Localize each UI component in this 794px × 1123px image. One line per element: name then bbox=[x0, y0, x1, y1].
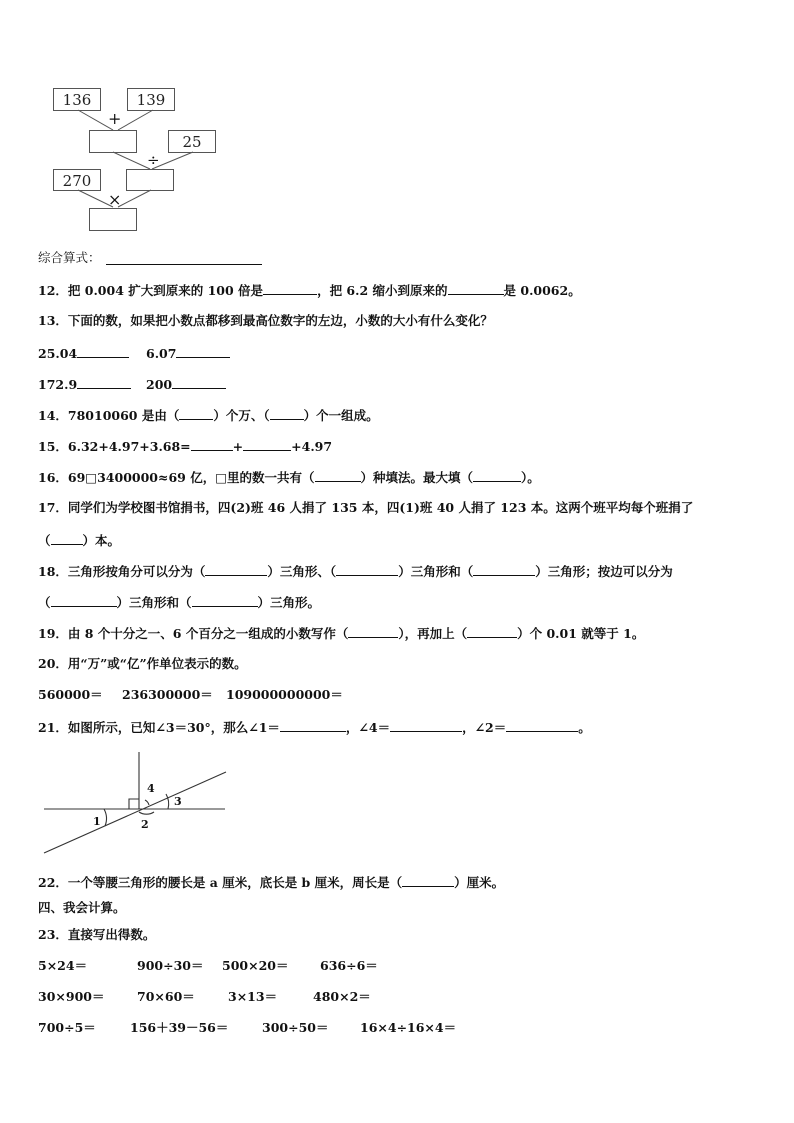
q17-number: 17． bbox=[38, 500, 68, 515]
question-18-line2 bbox=[38, 594, 320, 611]
q16-blank-2[interactable] bbox=[473, 469, 521, 482]
plus-sign: + bbox=[108, 109, 122, 128]
q23-r1-c1: 5×24＝ bbox=[38, 958, 88, 973]
q16-blank-1[interactable] bbox=[315, 469, 361, 482]
combined-formula-label: 综合算式： bbox=[38, 250, 101, 265]
q13-item-4-value: 200 bbox=[146, 377, 173, 392]
q23-r2-c2: 70×60＝ bbox=[137, 989, 195, 1004]
q22-number: 22． bbox=[38, 875, 68, 890]
q16-text-2: ）种填法。最大填（ bbox=[360, 470, 474, 485]
question-17 bbox=[38, 500, 693, 516]
q19-text-1: 由 8 个十分之一、6 个百分之一组成的小数写作（ bbox=[67, 626, 349, 641]
q12-blank-1[interactable] bbox=[263, 282, 317, 295]
q14-text-2: ）个万、（ bbox=[213, 408, 270, 423]
q21-text-4: 。 bbox=[578, 720, 591, 735]
question-16 bbox=[38, 469, 540, 486]
q23-r3-c1: 700÷5＝ bbox=[38, 1020, 96, 1035]
q22-text-2: ）厘米。 bbox=[454, 875, 505, 890]
q23-r3-c4: 16×4÷16×4＝ bbox=[360, 1020, 457, 1035]
q13-item-4 bbox=[146, 376, 226, 393]
q21-text-2: ，∠4＝ bbox=[345, 720, 391, 735]
q12-text-1: 把 0.004 扩大到原来的 100 倍是 bbox=[67, 283, 264, 298]
q18-text-3: ）三角形和（ bbox=[398, 564, 474, 579]
q19-blank-2[interactable] bbox=[467, 625, 517, 638]
q20-text: 用“万”或“亿”作单位表示的数。 bbox=[67, 656, 247, 671]
q23-r3-c2: 156＋39－56＝ bbox=[130, 1020, 229, 1035]
q17-text-3: ）本。 bbox=[82, 533, 121, 548]
combined-formula-blank[interactable] bbox=[106, 252, 262, 265]
q16-number: 16． bbox=[38, 470, 68, 485]
tree-box-product-blank[interactable] bbox=[89, 208, 137, 231]
q20-item-2: 236300000＝ bbox=[122, 687, 213, 702]
question-20 bbox=[38, 656, 247, 672]
q14-text-1: 78010060 是由（ bbox=[67, 408, 180, 423]
q23-r2-c3: 3×13＝ bbox=[228, 989, 278, 1004]
q18-text-2: ）三角形、（ bbox=[267, 564, 337, 579]
q17-blank-1[interactable] bbox=[51, 532, 83, 545]
q21-blank-3[interactable] bbox=[506, 719, 578, 732]
q12-blank-2[interactable] bbox=[448, 282, 504, 295]
angle-label-3: 3 bbox=[174, 795, 182, 808]
q18-text-7: ）三角形。 bbox=[257, 595, 321, 610]
question-12 bbox=[38, 282, 581, 299]
q16-text-1: 69□3400000≈69 亿，□里的数一共有（ bbox=[67, 470, 315, 485]
q18-blank-1[interactable] bbox=[205, 563, 267, 576]
q23-text: 直接写出得数。 bbox=[67, 927, 156, 942]
tree-box-139: 139 bbox=[127, 88, 175, 111]
q18-blank-2[interactable] bbox=[336, 563, 398, 576]
q13-blank-4[interactable] bbox=[172, 376, 226, 389]
q20-item-3: 109000000000＝ bbox=[226, 687, 343, 702]
q12-number: 12． bbox=[38, 283, 68, 298]
question-17-line2 bbox=[38, 532, 120, 549]
q15-text-3: +4.97 bbox=[291, 439, 333, 454]
q13-item-1-value: 25.04 bbox=[38, 346, 78, 361]
q20-item-1: 560000＝ bbox=[38, 687, 103, 702]
q15-text-1: 6.32+4.97+3.68= bbox=[67, 439, 191, 454]
q15-blank-2[interactable] bbox=[243, 438, 291, 451]
q13-item-3-value: 172.9 bbox=[38, 377, 78, 392]
times-sign: × bbox=[108, 190, 122, 209]
q23-r1-c4: 636÷6＝ bbox=[320, 958, 378, 973]
q13-item-2-value: 6.07 bbox=[146, 346, 177, 361]
q21-text-1: 如图所示，已知∠3＝30°，那么∠1＝ bbox=[67, 720, 280, 735]
q23-r1-c3: 500×20＝ bbox=[222, 958, 289, 973]
q13-blank-1[interactable] bbox=[77, 345, 129, 358]
tree-box-sum-blank[interactable] bbox=[89, 130, 137, 153]
q19-text-3: ）个 0.01 就等于 1。 bbox=[517, 626, 645, 641]
q15-blank-1[interactable] bbox=[191, 438, 233, 451]
q14-blank-2[interactable] bbox=[270, 407, 304, 420]
q13-text: 下面的数，如果把小数点都移到最高位数字的左边，小数的大小有什么变化？ bbox=[67, 313, 493, 328]
question-18 bbox=[38, 563, 673, 580]
q13-number: 13． bbox=[38, 313, 68, 328]
q17-text-1: 同学们为学校图书馆捐书，四(2)班 46 人捐了 135 本，四(1)班 40 人捐了 123 本。这两个班平均每个班捐了 bbox=[67, 500, 694, 515]
q18-blank-3[interactable] bbox=[473, 563, 535, 576]
q18-blank-5[interactable] bbox=[192, 594, 258, 607]
q14-blank-1[interactable] bbox=[179, 407, 213, 420]
q18-text-6: ）三角形和（ bbox=[116, 595, 192, 610]
section-4-heading: 四、我会计算。 bbox=[38, 900, 126, 915]
tree-box-quotient-blank[interactable] bbox=[126, 169, 174, 191]
q18-text-1: 三角形按角分可以分为（ bbox=[67, 564, 206, 579]
q21-number: 21． bbox=[38, 720, 68, 735]
q19-blank-1[interactable] bbox=[348, 625, 398, 638]
q19-number: 19． bbox=[38, 626, 68, 641]
q12-text-3: 是 0.0062。 bbox=[503, 283, 581, 298]
q14-text-3: ）个一组成。 bbox=[303, 408, 379, 423]
tree-box-25: 25 bbox=[168, 130, 216, 153]
q13-blank-3[interactable] bbox=[77, 376, 131, 389]
q21-blank-1[interactable] bbox=[280, 719, 346, 732]
q15-number: 15． bbox=[38, 439, 68, 454]
question-22 bbox=[38, 874, 504, 891]
q21-text-3: ，∠2＝ bbox=[462, 720, 507, 735]
q18-text-5: （ bbox=[38, 595, 51, 610]
q23-number: 23． bbox=[38, 927, 68, 942]
question-15 bbox=[38, 438, 332, 455]
q23-r2-c1: 30×900＝ bbox=[38, 989, 105, 1004]
tree-box-136: 136 bbox=[53, 88, 101, 111]
q20-number: 20． bbox=[38, 656, 68, 671]
q13-blank-2[interactable] bbox=[176, 345, 230, 358]
q22-text-1: 一个等腰三角形的腰长是 a 厘米，底长是 b 厘米，周长是（ bbox=[67, 875, 403, 890]
q18-number: 18． bbox=[38, 564, 68, 579]
question-19 bbox=[38, 625, 644, 642]
q18-text-4: ）三角形；按边可以分为 bbox=[535, 564, 673, 579]
q18-blank-4[interactable] bbox=[51, 594, 117, 607]
question-14 bbox=[38, 407, 379, 424]
q21-blank-2[interactable] bbox=[390, 719, 462, 732]
q13-item-3 bbox=[38, 376, 131, 393]
q14-number: 14． bbox=[38, 408, 68, 423]
q23-r1-c2: 900÷30＝ bbox=[137, 958, 204, 973]
q23-r3-c3: 300÷50＝ bbox=[262, 1020, 329, 1035]
q22-blank-1[interactable] bbox=[402, 874, 454, 887]
divide-sign: ÷ bbox=[147, 151, 160, 169]
question-13 bbox=[38, 313, 493, 329]
q16-text-3: ）。 bbox=[521, 470, 540, 485]
q13-item-1 bbox=[38, 345, 129, 362]
angle-label-2: 2 bbox=[141, 818, 149, 831]
q19-text-2: ），再加上（ bbox=[398, 626, 468, 641]
q12-text-2: ，把 6.2 缩小到原来的 bbox=[317, 283, 448, 298]
tree-box-270: 270 bbox=[53, 169, 101, 191]
question-23 bbox=[38, 927, 155, 943]
q17-text-2: （ bbox=[38, 533, 51, 548]
question-21 bbox=[38, 719, 591, 736]
angle-label-1: 1 bbox=[93, 815, 101, 828]
q13-item-2 bbox=[146, 345, 230, 362]
angle-label-4: 4 bbox=[147, 782, 155, 795]
q15-text-2: + bbox=[232, 439, 244, 454]
q23-r2-c4: 480×2＝ bbox=[313, 989, 371, 1004]
